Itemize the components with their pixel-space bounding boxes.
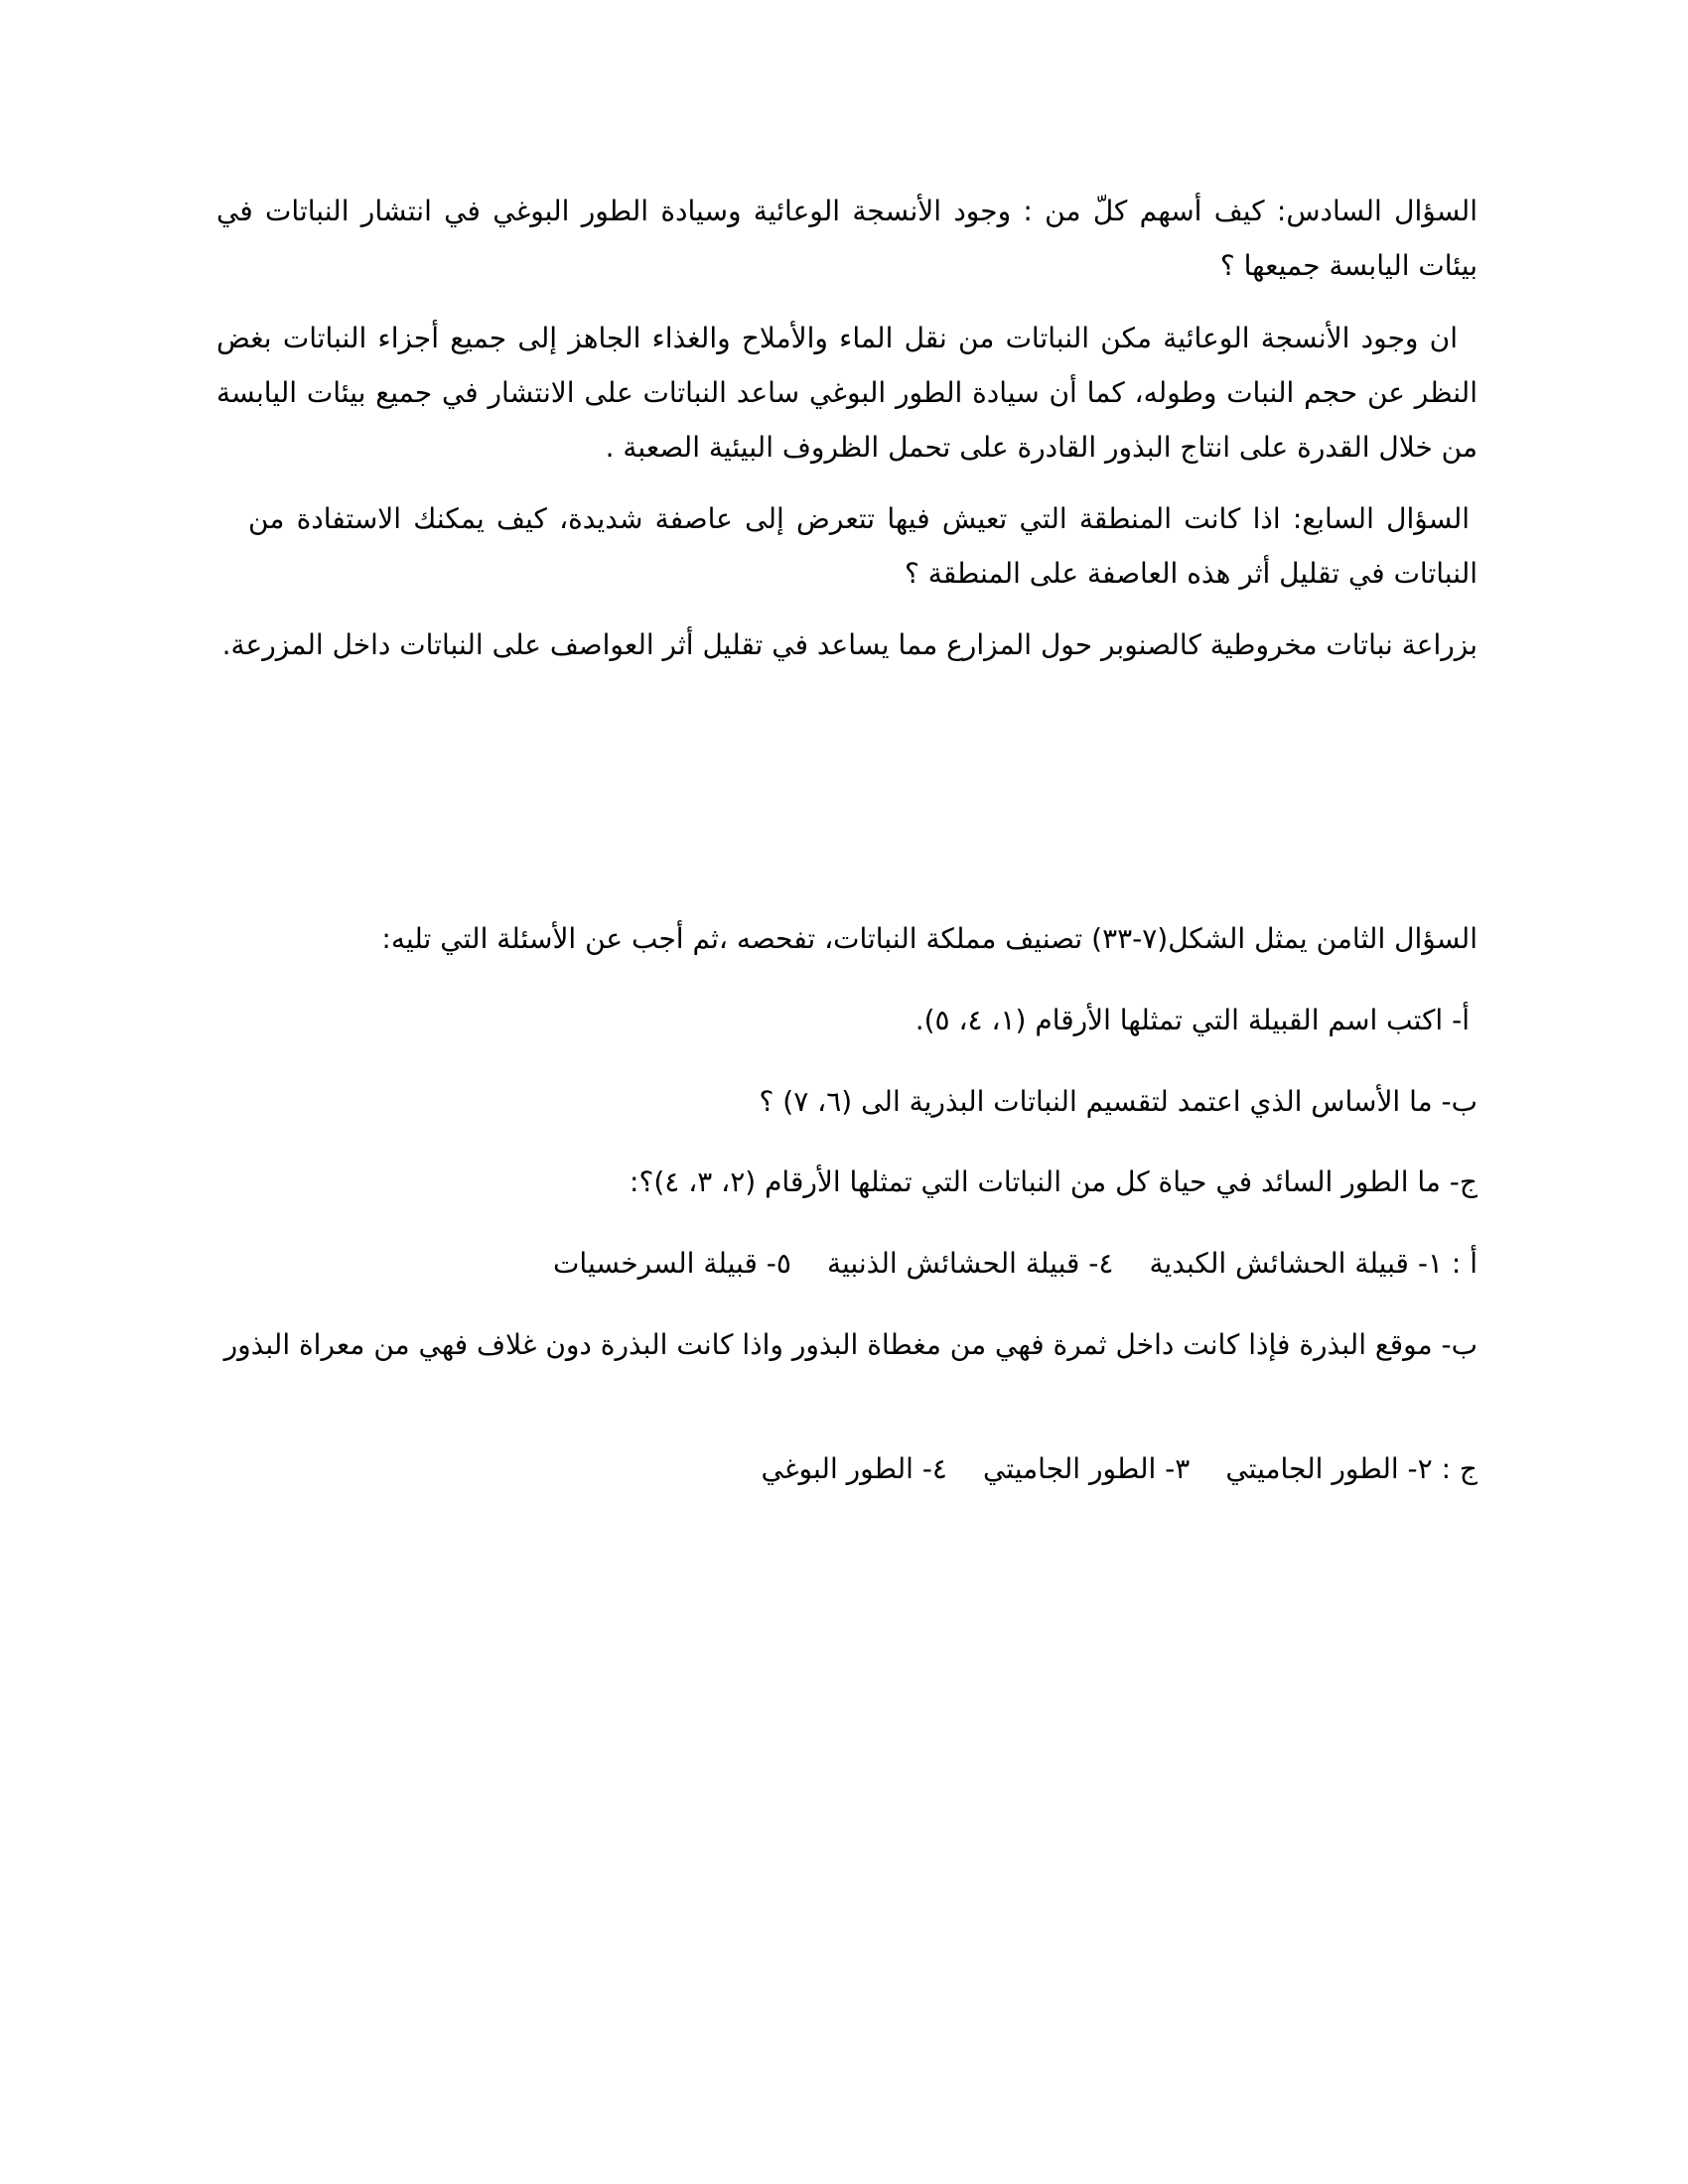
answer-8-a-item-4: ٤- قبيلة الحشائش الذنبية — [826, 1247, 1114, 1280]
question-8: السؤال الثامن يمثل الشكل(٧-٣٣) تصنيف مملكة النباتات، تفحصه ،ثم أجب عن الأسئلة التي تليه: — [381, 922, 1477, 955]
answer-7: بزراعة نباتات مخروطية كالصنوبر حول المزارع مما يساعد في تقليل أثر العواصف على النباتات داخل المزرعة. — [221, 628, 1477, 661]
question-8-part-c: ج- ما الطور السائد في حياة كل من النباتات التي تمثلها الأرقام (٢، ٣، ٤)؟: — [630, 1165, 1477, 1198]
answer-8-a-lead: أ : ١- قبيلة الحشائش الكبدية — [1149, 1247, 1477, 1280]
answer-8-c — [216, 1441, 1477, 1496]
answer-8-a-item-5: ٥- قبيلة السرخسيات — [553, 1247, 791, 1280]
question-8-part-a: أ- اكتب اسم القبيلة التي تمثلها الأرقام (١، ٤، ٥). — [914, 1004, 1470, 1036]
answer-8-a — [216, 1236, 1477, 1291]
question-8-part-b: ب- ما الأساس الذي اعتمد لتقسيم النباتات البذرية الى (٦، ٧) ؟ — [759, 1085, 1477, 1118]
answer-8-c-lead: ج : ٢- الطور الجاميتي — [1225, 1452, 1477, 1485]
answer-8-c-item-4: ٤- الطور البوغي — [761, 1452, 947, 1485]
answer-6: ان وجود الأنسجة الوعائية مكن النباتات من نقل الماء والأملاح والغذاء الجاهز إلى جميع أجزاء النباتات بغض النظر عن حجم النبات وطوله، كما أن سيادة الطور البوغي ساعد النباتات على الانتشار في جميع بيئات اليابسة من خلال القدرة على انتاج البذور القادرة على تحمل الظروف البيئية الصعبة . — [216, 322, 1477, 464]
question-7: السؤال السابع: اذا كانت المنطقة التي تعيش فيها تتعرض إلى عاصفة شديدة، كيف يمكنك الاستفادة من النباتات في تقليل أثر هذه العاصفة على المنطقة ؟ — [248, 502, 1477, 590]
question-6: السؤال السادس: كيف أسهم كلّ من : وجود الأنسجة الوعائية وسيادة الطور البوغي في انتشار النباتات في بيئات اليابسة جميعها ؟ — [216, 195, 1477, 282]
answer-8-c-item-3: ٣- الطور الجاميتي — [982, 1452, 1191, 1485]
answer-8-b: ب- موقع البذرة فإذا كانت داخل ثمرة فهي من مغطاة البذور واذا كانت البذرة دون غلاف فهي من معراة البذور — [223, 1328, 1477, 1361]
